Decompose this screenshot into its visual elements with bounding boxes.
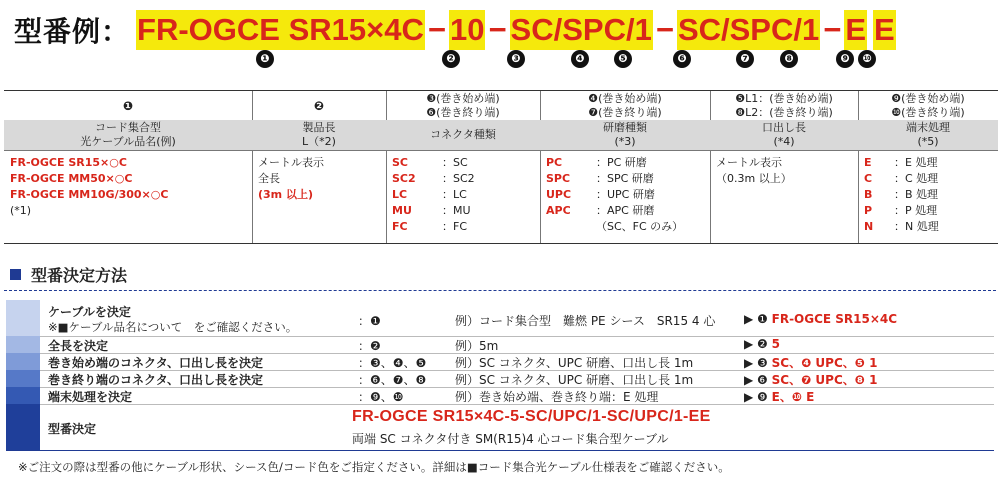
step-example: 例）コード集合型 難燃 PE シース SR15 4 心 — [455, 314, 716, 328]
marker-7: ❼ — [736, 50, 754, 68]
col-header: 口出し長 — [762, 121, 806, 134]
step-ref: ：❷ — [358, 339, 381, 353]
step-ref: ：❾、❿ — [358, 390, 404, 404]
final-model-description: 両端 SC コネクタ付き SM(R15)4 心コード集合型ケーブル — [352, 432, 669, 446]
col-header: 端末処理 — [906, 121, 950, 134]
col-header: コネクタ種類 — [430, 128, 496, 141]
code-segment-length: 10 — [449, 10, 485, 50]
marker-9: ❾ — [836, 50, 854, 68]
step-color-bar — [6, 336, 40, 353]
option-row: （SC、FC のみ） — [596, 220, 684, 233]
cable-item: FR-OGCE MM10G/300×○C — [10, 188, 169, 201]
step-row — [6, 387, 994, 405]
step-color-bar — [6, 387, 40, 404]
cable-item: FR-OGCE MM50×○C — [10, 172, 133, 185]
col-header: 製品長 — [302, 121, 336, 134]
dash-separator: − — [823, 12, 842, 47]
step-row-final — [6, 404, 994, 451]
code-segment-finish-end: SC/SPC/1 — [677, 10, 820, 50]
option-row: SPC ：SPC 研磨 — [546, 172, 654, 185]
step-result: ▶ ❻ SC、❼ UPC、❽ 1 — [744, 373, 878, 387]
col-header: コード集合型 — [95, 121, 161, 134]
section-title: 型番決定方法 — [31, 266, 128, 285]
col-header: 研磨種類 — [603, 121, 647, 134]
col-header: ❻(巻き終り端) — [426, 105, 500, 119]
step-row — [6, 336, 994, 354]
step-label: 端末処理を決定 — [48, 390, 133, 404]
step-row — [6, 370, 994, 388]
step-label: 巻き始め端のコネクタ、口出し長を決定 — [48, 356, 264, 370]
option-row: MU ：MU — [392, 204, 471, 217]
dashed-divider — [4, 290, 996, 291]
col-header: (*5) — [917, 135, 939, 148]
step-label: ケーブルを決定 — [48, 305, 131, 319]
option-row: SC2 ：SC2 — [392, 172, 475, 185]
step-color-bar — [6, 300, 40, 336]
marker-10: ❿ — [858, 50, 876, 68]
marker-2: ❷ — [442, 50, 460, 68]
step-color-bar — [6, 353, 40, 370]
option-row: UPC ：UPC 研磨 — [546, 188, 655, 201]
pigtail-item: メートル表示 — [716, 156, 782, 169]
step-color-bar — [6, 370, 40, 387]
cable-item: FR-OGCE SR15×○C — [10, 156, 127, 169]
step-ref: ：❶ — [358, 314, 381, 328]
dash-separator: − — [488, 12, 507, 47]
model-example-title — [14, 8, 896, 52]
step-sublabel: ※■ケーブル品名について をご確認ください。 — [48, 320, 298, 334]
col-pigtail — [710, 91, 859, 243]
option-row: P ：P 処理 — [864, 204, 938, 217]
code-segment-start-end: SC/SPC/1 — [510, 10, 653, 50]
col-header: (*3) — [614, 135, 636, 148]
col-header: ❺L1：(巻き始め端) — [735, 91, 833, 105]
step-label: 全長を決定 — [48, 339, 109, 353]
col-header: ❹(巻き始め端) — [588, 91, 662, 105]
col-header: ❿(巻き終り端) — [891, 105, 965, 119]
col-length — [252, 91, 387, 243]
spec-table — [4, 90, 998, 244]
final-model-number: FR-OGCE SR15×4C-5-SC/UPC/1-SC/UPC/1-EE — [352, 408, 711, 425]
step-ref: ：❻、❼、❽ — [358, 373, 427, 387]
step-row — [6, 353, 994, 371]
note: (*1) — [10, 204, 32, 217]
col-number-marker: ❷ — [313, 98, 325, 113]
code-segment-term-start: E — [844, 10, 867, 50]
col-header: ❼(巻き終り端) — [588, 105, 662, 119]
col-header: L（*2) — [302, 135, 336, 148]
code-segment-term-end: E — [873, 10, 896, 50]
option-row: APC ：APC 研磨 — [546, 204, 655, 217]
pigtail-item: （0.3m 以上） — [716, 172, 792, 185]
option-row: N ：N 処理 — [864, 220, 939, 233]
step-row — [6, 300, 994, 337]
dash-separator: − — [427, 12, 446, 47]
step-label: 巻き終り端のコネクタ、口出し長を決定 — [48, 373, 264, 387]
title-label: 型番例： — [14, 15, 131, 48]
marker-5: ❺ — [614, 50, 632, 68]
step-example: 例）SC コネクタ、UPC 研磨、口出し長 1m — [455, 373, 694, 387]
step-result: ▶ ❾ E、❿ E — [744, 390, 815, 404]
option-row: SC ：SC — [392, 156, 468, 169]
option-row: FC ：FC — [392, 220, 468, 233]
marker-8: ❽ — [780, 50, 798, 68]
col-connector — [386, 91, 541, 243]
length-note: (3m 以上) — [258, 188, 313, 201]
option-row: LC ：LC — [392, 188, 467, 201]
col-header: ❽L2：(巻き終り端) — [735, 105, 833, 119]
step-result: ▶ ❶ FR-OGCE SR15×4C — [744, 312, 898, 326]
marker-6: ❻ — [673, 50, 691, 68]
heading-square-icon — [10, 269, 21, 280]
col-termination — [858, 91, 998, 243]
step-label: 型番決定 — [48, 422, 97, 436]
option-row: PC ：PC 研磨 — [546, 156, 647, 169]
step-color-bar — [6, 404, 40, 450]
dash-separator: − — [655, 12, 674, 47]
col-header: 光ケーブル品名(例) — [80, 135, 176, 148]
length-item: メートル表示 — [258, 156, 324, 169]
step-example: 例）SC コネクタ、UPC 研磨、口出し長 1m — [455, 356, 694, 370]
col-header: ❾(巻き始め端) — [891, 91, 965, 105]
step-result: ▶ ❸ SC、❹ UPC、❺ 1 — [744, 356, 878, 370]
step-ref: ：❸、❹、❺ — [358, 356, 427, 370]
col-number-marker: ❶ — [122, 98, 134, 113]
col-cable-name — [4, 91, 253, 243]
marker-1: ❶ — [256, 50, 274, 68]
col-header: ❸(巻き始め端) — [426, 91, 500, 105]
step-result: ▶ ❷ 5 — [744, 337, 780, 351]
length-item: 全長 — [258, 172, 280, 185]
footnote: ※ご注文の際は型番の他にケーブル形状、シース色/コード色をご指定ください。詳細は■コード集合光ケーブル仕様表をご確認ください。 — [18, 460, 730, 474]
option-row: E ：E 処理 — [864, 156, 938, 169]
marker-3: ❸ — [507, 50, 525, 68]
option-row: C ：C 処理 — [864, 172, 939, 185]
marker-4: ❹ — [571, 50, 589, 68]
col-header: (*4) — [773, 135, 795, 148]
code-segment-cable: FR-OGCE SR15×4C — [136, 10, 425, 50]
section-heading — [10, 263, 127, 286]
step-example: 例）5m — [455, 339, 499, 353]
step-example: 例）巻き始め端、巻き終り端：E 処理 — [455, 390, 659, 404]
col-polish — [540, 91, 711, 243]
option-row: B ：B 処理 — [864, 188, 939, 201]
